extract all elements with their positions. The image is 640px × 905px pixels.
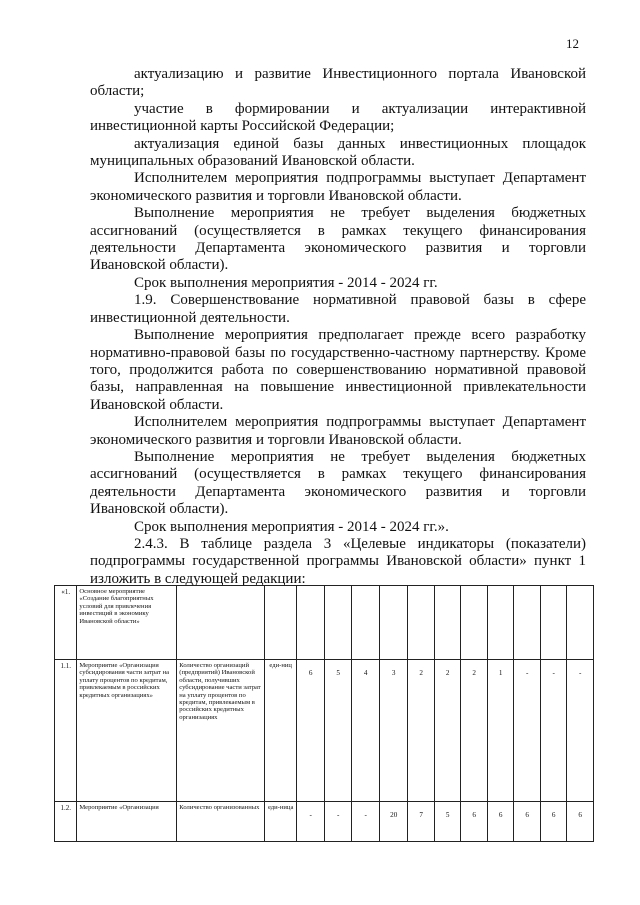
value-cell: 4 [352,660,380,802]
row-unit [264,586,297,660]
row-number: «1. [55,586,77,660]
paragraph: Срок выполнения мероприятия - 2014 - 2024 гг.». [134,518,449,535]
row-unit: еди-ница [264,802,297,842]
value-cell: 6 [514,802,540,842]
paragraph: 1.9. Совершенствование нормативной правовой базы в сфере инвестиционной деятельности. [90,292,586,326]
paragraph: Срок выполнения мероприятия - 2014 - 2024 гг. [134,274,438,291]
value-cell [297,586,325,660]
value-cell: 2 [461,660,487,802]
paragraph: актуализация единой базы данных инвестиционных площадок муниципальных образований Ивановской области. [90,135,586,170]
row-indicator: Количество организованных [177,802,265,842]
row-unit: еди-ниц [264,660,297,802]
value-cell [379,586,408,660]
value-cell [408,586,434,660]
row-indicator [177,586,265,660]
paragraph: актуализацию и развитие Инвестиционного портала Ивановской области; [90,66,586,100]
value-cell: 6 [461,802,487,842]
paragraph: Выполнение мероприятия предполагает прежде всего разработку нормативно-правовой базы по государственно-частному партнерству. Кроме того, продолжится работа по совершенствованию нормативной правовой базы, направленная на повышение инвестиционной привлекательности Ивановской области. [90,327,586,413]
value-cell: 5 [324,660,352,802]
row-number: 1.1. [55,660,77,802]
value-cell [487,586,513,660]
indicators-table [54,585,594,842]
value-cell: 6 [297,660,325,802]
value-cell [461,586,487,660]
value-cell: 2 [408,660,434,802]
table-row [55,660,594,802]
paragraph: 2.4.3. В таблице раздела 3 «Целевые индикаторы (показатели) подпрограммы государственной программы Ивановской области» пункт 1 изложить в следующей редакции: [90,535,586,587]
page-number: 12 [566,36,579,51]
row-name: Мероприятие «Организация субсидирования части затрат на уплату процентов по кредитам, привлекаемым в российских кредитных организациях» [77,660,177,802]
table-row [55,586,594,660]
paragraph: Выполнение мероприятия не требует выделения бюджетных ассигнований (осуществляется в рамках текущего финансирования деятельности Департамента экономического развития и торговли Ивановской области). [90,448,586,518]
value-cell [434,586,460,660]
value-cell [514,586,540,660]
row-number: 1.2. [55,802,77,842]
value-cell [324,586,352,660]
value-cell [352,586,380,660]
value-cell: - [352,802,380,842]
paragraph: Исполнителем мероприятия подпрограммы выступает Департамент экономического развития и торговли Ивановской области. [90,170,586,204]
value-cell: - [324,802,352,842]
row-indicator: Количество организаций (предприятий) Ивановской области, получивших субсидирование части затрат на уплату процентов по кредитам, привлекаемым в российских кредитных организациях [177,660,265,802]
value-cell: - [540,660,566,802]
table-row [55,802,594,842]
body-text [90,66,586,588]
value-cell: 6 [487,802,513,842]
value-cell: 5 [434,802,460,842]
value-cell: 3 [379,660,408,802]
paragraph: участие в формировании и актуализации интерактивной инвестиционной карты Российской Федерации; [90,100,586,135]
value-cell: - [514,660,540,802]
value-cell: - [567,660,594,802]
value-cell: 1 [487,660,513,802]
value-cell: 20 [379,802,408,842]
paragraph: Выполнение мероприятия не требует выделения бюджетных ассигнований (осуществляется в рамках текущего финансирования деятельности Департамента экономического развития и торговли Ивановской области). [90,205,586,274]
value-cell: 7 [408,802,434,842]
value-cell [567,586,594,660]
value-cell: 2 [434,660,460,802]
row-name: Основное мероприятие «Создание благоприятных условий для привлечения инвестиций в экономику Ивановской области» [77,586,177,660]
row-name: Мероприятие «Организация [77,802,177,842]
paragraph: Исполнителем мероприятия подпрограммы выступает Департамент экономического развития и торговли Ивановской области. [90,414,586,448]
value-cell: 6 [540,802,566,842]
value-cell: - [297,802,325,842]
value-cell [540,586,566,660]
value-cell: 6 [567,802,594,842]
